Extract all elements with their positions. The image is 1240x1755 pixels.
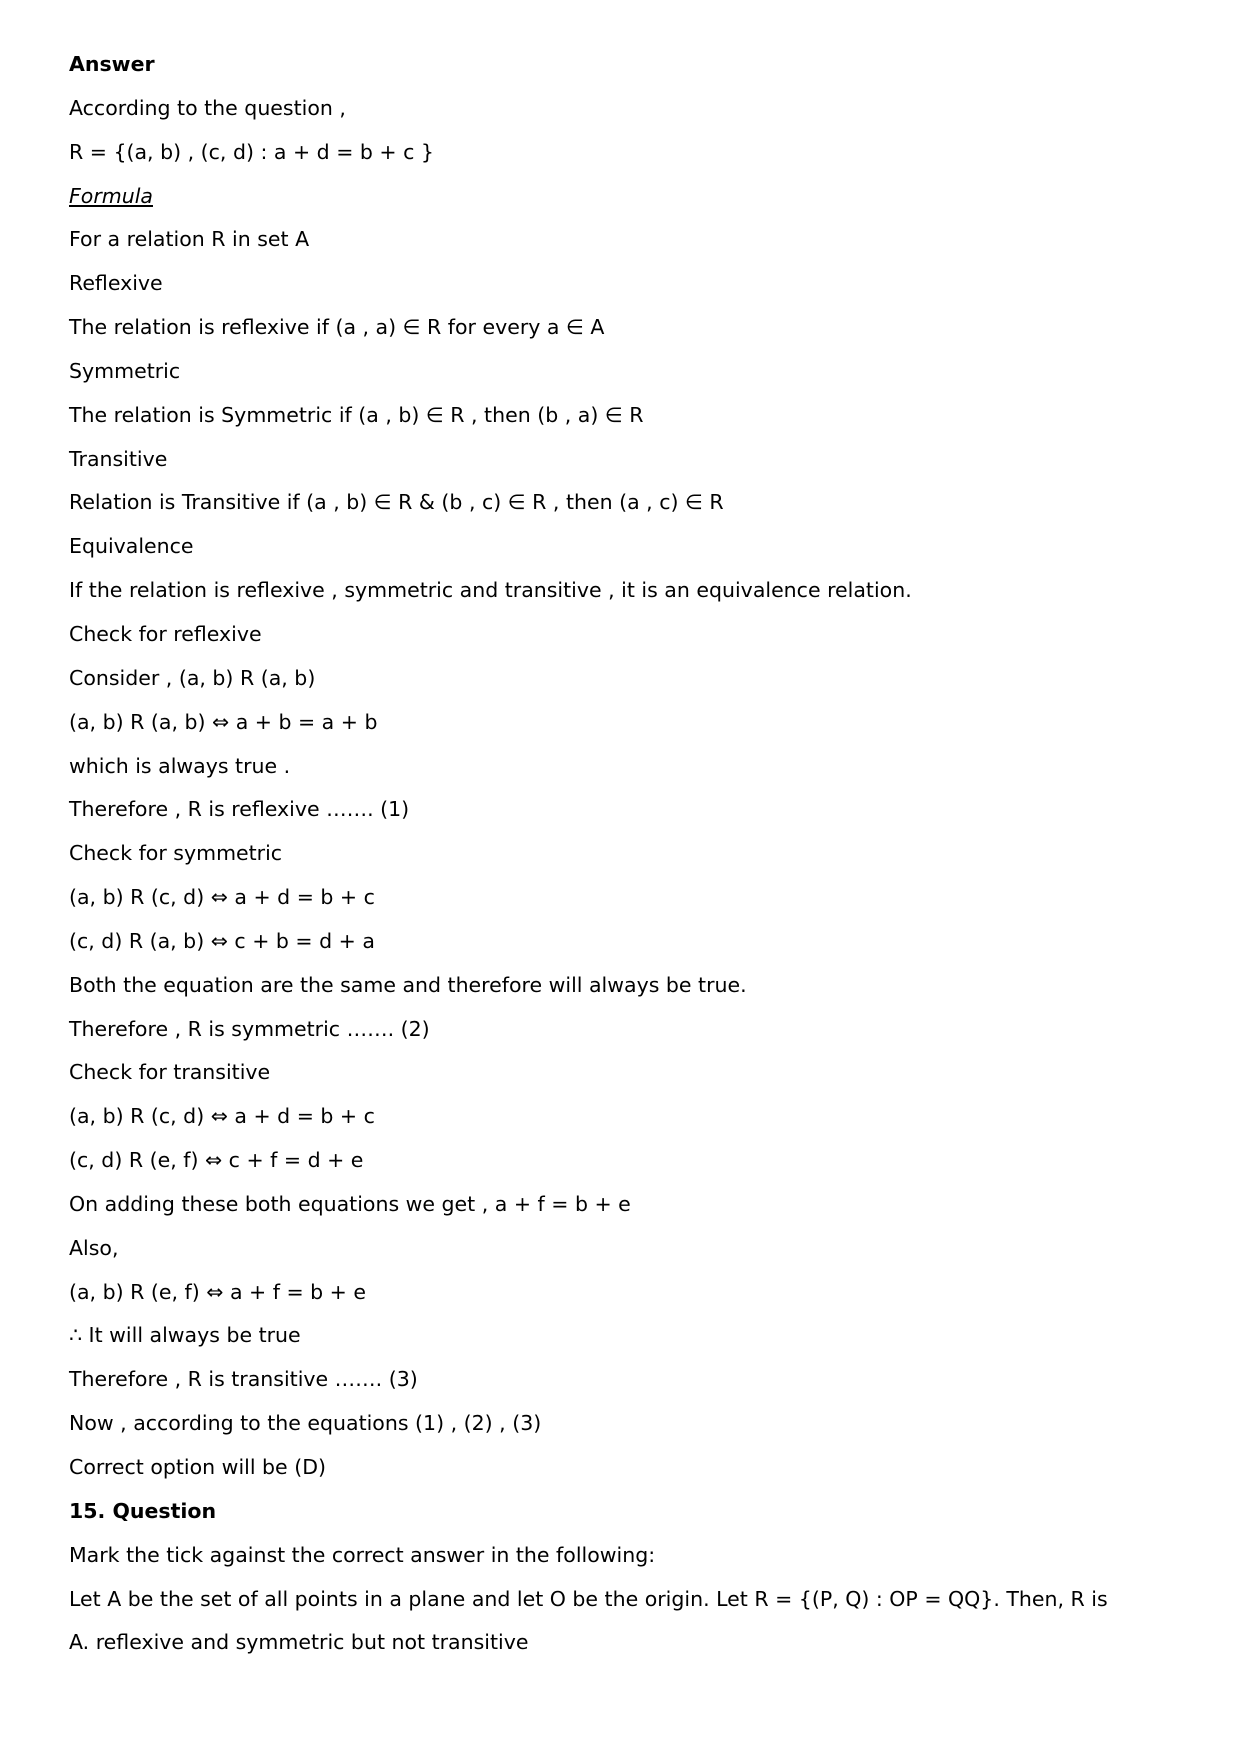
symmetric-check-line: Check for symmetric [69,841,283,866]
answer-intro: According to the question , [69,95,346,120]
formula-line: Transitive [69,446,168,471]
transitive-check-line: Check for transitive [69,1060,271,1085]
transitive-check-line: Also, [69,1235,119,1260]
reflexive-check-line: (a, b) R (a, b) ⇔ a + b = a + b [69,709,378,734]
symmetric-check-line: Therefore , R is symmetric ……. (2) [69,1016,430,1041]
relation-definition: R = {(a, b) , (c, d) : a + d = b + c } [69,139,434,164]
conclusion-line: Now , according to the equations (1) , (2) , (3) [69,1411,542,1436]
transitive-check-line: (a, b) R (e, f) ⇔ a + f = b + e [69,1279,366,1304]
formula-line: The relation is reflexive if (a , a) ∈ R for every a ∈ A [69,315,605,340]
formula-line: Symmetric [69,358,181,383]
formula-line: Relation is Transitive if (a , b) ∈ R & (b , c) ∈ R , then (a , c) ∈ R [69,490,724,515]
formula-line: If the relation is reflexive , symmetric and transitive , it is an equivalence relation. [69,578,912,603]
transitive-check-line: ∴ It will always be true [69,1323,301,1348]
question-heading: 15. Question [69,1498,217,1523]
reflexive-check-line: Consider , (a, b) R (a, b) [69,665,316,690]
formula-label: Formula [69,183,153,208]
formula-line: The relation is Symmetric if (a , b) ∈ R , then (b , a) ∈ R [69,402,644,427]
formula-line: Reflexive [69,271,163,296]
symmetric-check-line: (a, b) R (c, d) ⇔ a + d = b + c [69,885,375,910]
transitive-check-line: (c, d) R (e, f) ⇔ c + f = d + e [69,1148,364,1173]
question-text: Let A be the set of all points in a plane and let O be the origin. Let R = {(P, Q) : OP = QQ}. Then, R is [69,1586,1108,1611]
transitive-check-line: Therefore , R is transitive ……. (3) [69,1367,418,1392]
symmetric-check-line: (c, d) R (a, b) ⇔ c + b = d + a [69,928,375,953]
transitive-check-line: (a, b) R (c, d) ⇔ a + d = b + c [69,1104,375,1129]
transitive-check-line: On adding these both equations we get , a + f = b + e [69,1191,631,1216]
document-page [69,52,1189,1674]
symmetric-check-line: Both the equation are the same and therefore will always be true. [69,972,747,997]
correct-option-line: Correct option will be (D) [69,1455,326,1479]
answer-heading: Answer [69,52,155,76]
formula-line: For a relation R in set A [69,227,310,252]
reflexive-check-line: Therefore , R is reflexive ……. (1) [69,797,410,822]
question-option: A. reflexive and symmetric but not transitive [69,1630,529,1655]
formula-line: Equivalence [69,534,194,559]
question-instruction: Mark the tick against the correct answer in the following: [69,1542,656,1567]
reflexive-check-line: Check for reflexive [69,621,262,646]
reflexive-check-line: which is always true . [69,753,291,778]
